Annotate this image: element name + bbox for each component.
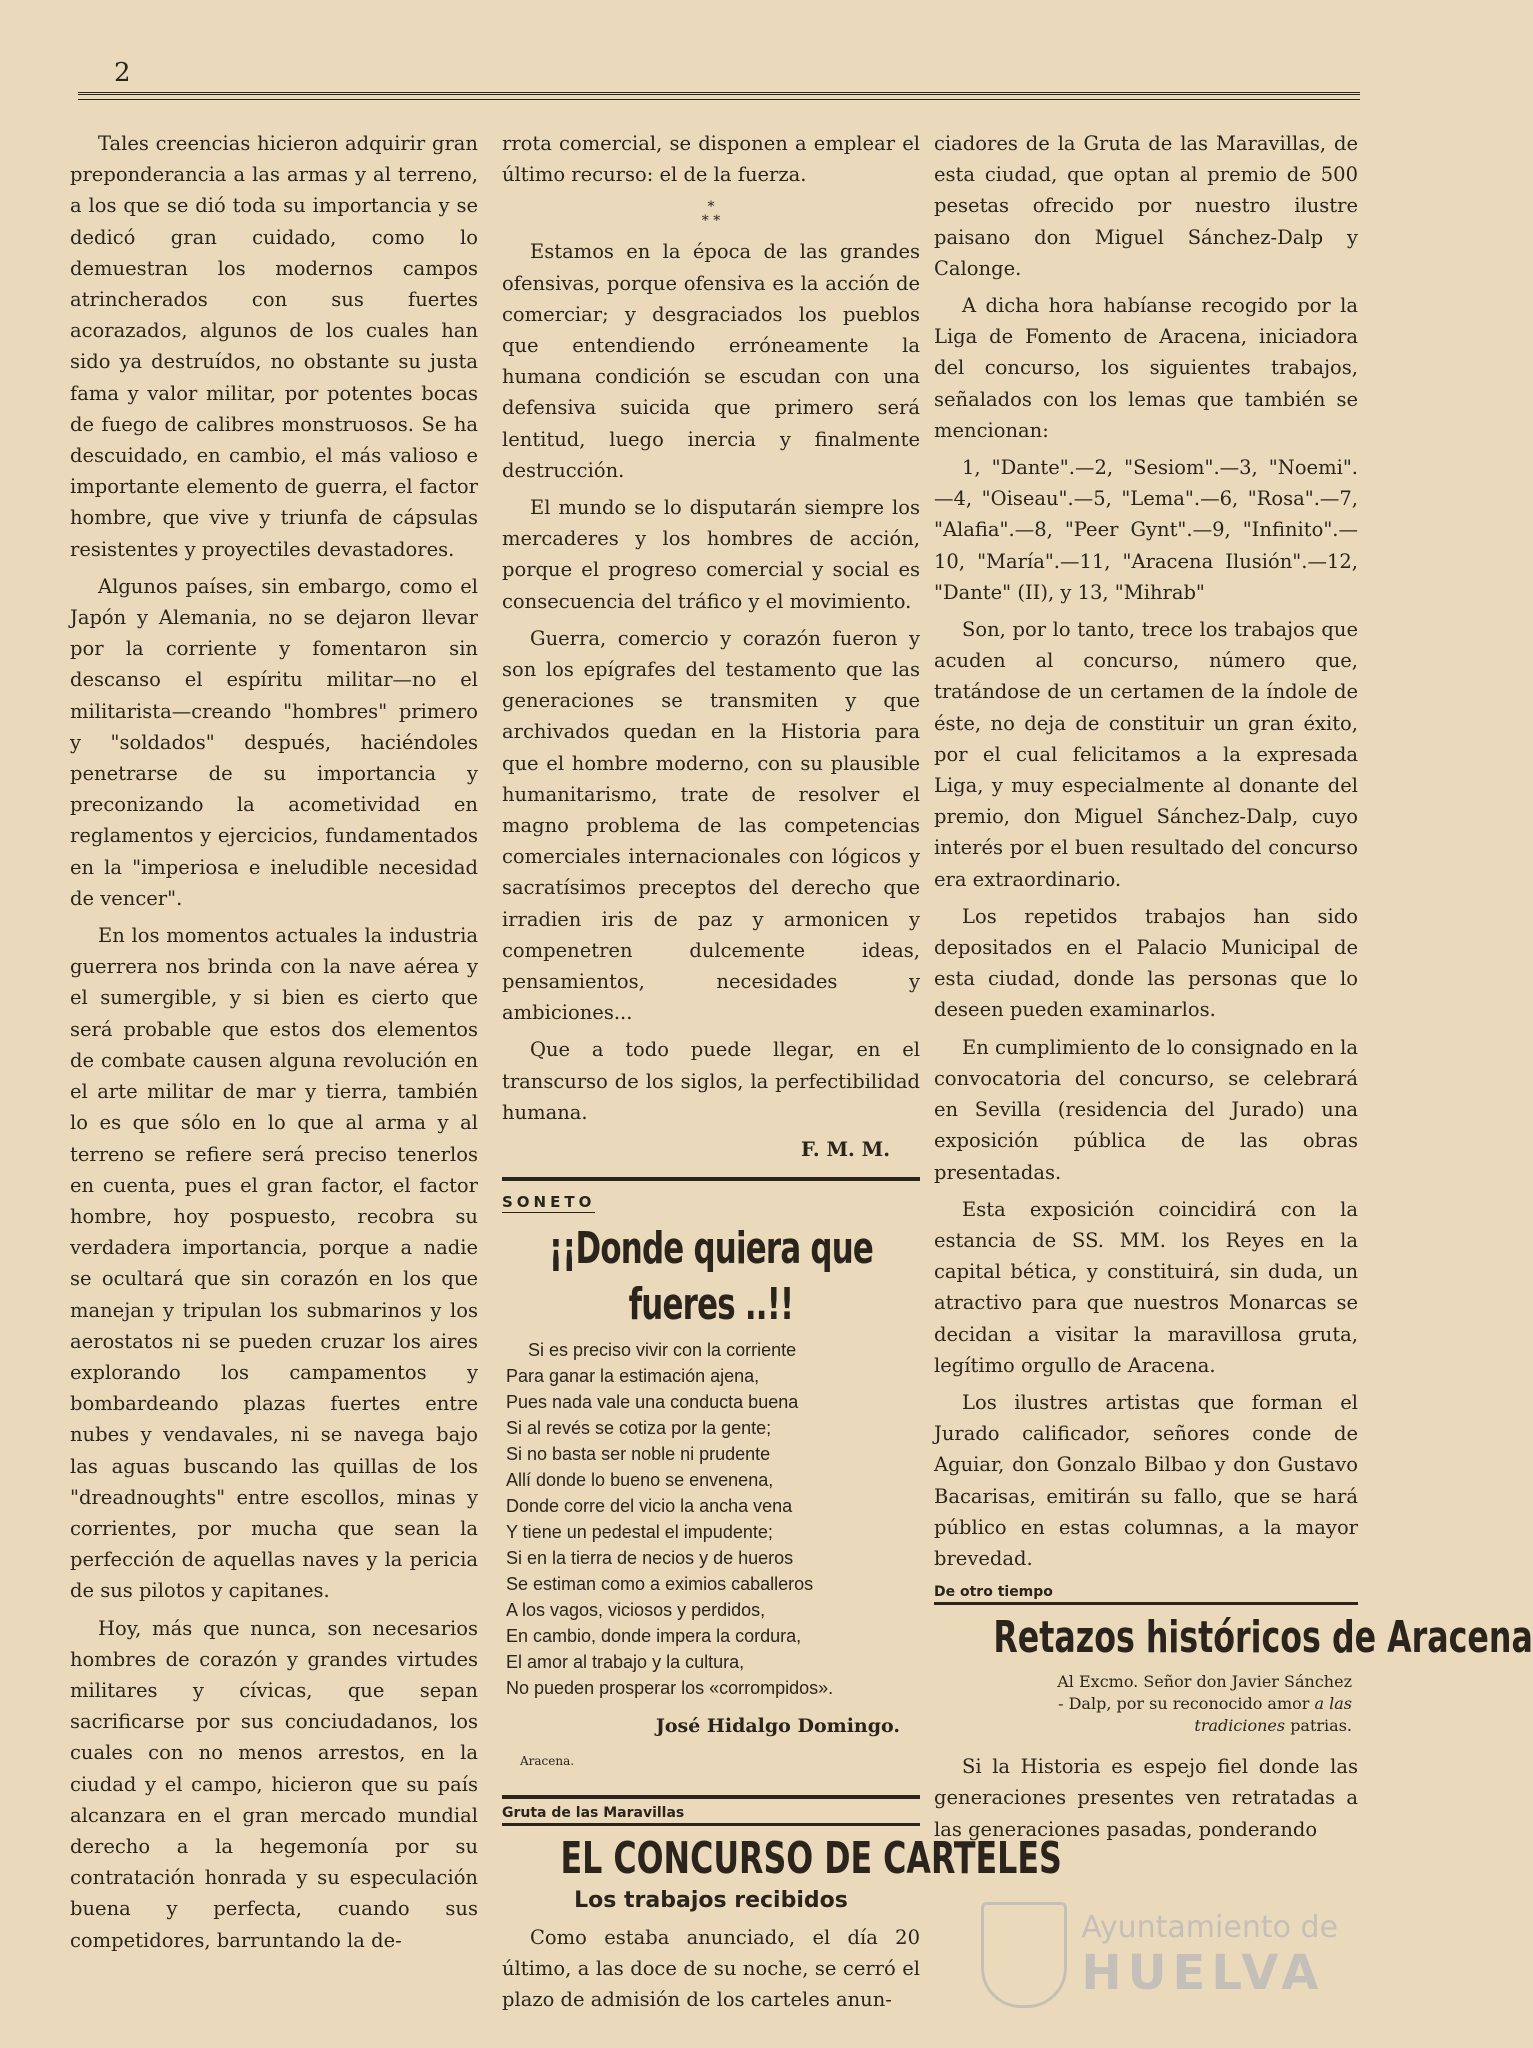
dedication-italic: a las tradiciones: [1194, 1694, 1352, 1736]
retazos-section-label: De otro tiempo: [934, 1582, 1358, 1605]
verse: Allí donde lo bueno se envenena,: [506, 1469, 774, 1490]
paragraph: Los repetidos trabajos han sido depositados en el Palacio Municipal de esta ciudad, donde las personas que lo deseen pueden examinarlos.: [934, 904, 1358, 1022]
paragraph: rrota comercial, se disponen a emplear el último recurso: el de la fuerza.: [502, 132, 920, 187]
concurso-title: EL CONCURSO DE CARTELES: [560, 1832, 1062, 1884]
verse: Se estiman como a eximios caballeros: [506, 1573, 814, 1594]
verse: Para ganar la estimación ajena,: [506, 1365, 760, 1386]
dedication-line: Al Excmo. Señor don Javier Sánchez - Dalp,: [1057, 1672, 1352, 1714]
section-rule: [502, 1795, 920, 1799]
lemas-list: 1, "Dante".—2, "Sesiom".—3, "Noemi".—4, "Oiseau".—5, "Lema".—6, "Rosa".—7, "Alafia".—8, "Peer Gynt".—9, "Infinito".—10, "María".—11, "Aracena Ilusión".—12, "Dante" (II), y 13, "Mihrab": [934, 456, 1358, 604]
verse: Si al revés se cotiza por la gente;: [506, 1417, 772, 1438]
verse: No pueden prosperar los «corrompidos».: [506, 1677, 834, 1698]
asterism-bottom: * *: [701, 213, 721, 230]
paragraph: Si la Historia es espejo fiel donde las generaciones presentes ven retratadas a las generaciones pasadas, ponderando: [934, 1755, 1358, 1841]
concurso-subtitle: Los trabajos recibidos: [574, 1887, 848, 1913]
paragraph: En los momentos actuales la industria guerrera nos brinda con la nave aérea y el sumergible, y si bien es cierto que será probable que estos dos elementos de combate causen alguna revolución en el arte militar de mar y tierra, también lo es que sólo en lo que al arma y al terreno se refiere será preciso tenerlos en cuenta, pues el gran factor, el factor hombre, hoy pospuesto, recobra su verdadera importancia, porque a nadie se ocultará que sin corazón en los que manejan y tripulan los submarinos y los aerostatos ni se pueden cruzar los aires explorando los campamentos y bombardeando plazas fuertes entre nubes y vendavales, ni se navega bajo las aguas buscando las quillas de los "dreadnoughts" entre escollos, minas y corrientes, por mucha que sean la perfección de aquellas naves y la pericia de sus pilotos y capitanes.: [70, 924, 478, 1603]
paragraph: Son, por lo tanto, trece los trabajos que acuden al concurso, número que, tratándose de un certamen de la índole de éste, no deja de constituir un gran éxito, por el cual felicitamos a la expresada Liga, y muy especialmente al donante del premio, don Miguel Sánchez-Dalp, cuyo interés por el buen resultado del concurso era extraordinario.: [934, 618, 1358, 891]
coat-of-arms-icon: [981, 1902, 1067, 2008]
paragraph: Tales creencias hicieron adquirir gran preponderancia a las armas y al terreno, a los que se dió toda su importancia y se dedicó gran cuidado, como lo demuestran los modernos campos atrincherados con sus fuertes acorazados, algunos de los cuales han sido ya destruídos, no obstante su justa fama y valor militar, por potentes bocas de fuego de calibres monstruosos. Se ha descuidado, en cambio, el más valioso e importante elemento de guerra, el factor hombre, que vive y triunfa de cápsulas resistentes y proyectiles devastadores.: [70, 132, 478, 561]
paragraph: Esta exposición coincidirá con la estancia de SS. MM. los Reyes en la capital bética, y constituirá, sin duda, un atractivo para que nuestros Monarcas se decidan a visitar la maravillosa gruta, legítimo orgullo de Aracena.: [934, 1197, 1358, 1377]
dedication-line: patrias.: [1290, 1716, 1352, 1736]
verse: Donde corre del vicio la ancha vena: [506, 1495, 793, 1516]
verse: A los vagos, viciosos y perdidos,: [506, 1599, 766, 1620]
article-signature: F. M. M.: [801, 1138, 890, 1162]
paragraph: Guerra, comercio y corazón fueron y son los epígrafes del testamento que las generaciones se transmiten y que archivados quedan en la Historia para que el hombre moderno, con su plausible humanitarismo, trate de resolver el magno problema de las competencias comerciales internacionales con lógicos y sacratísimos preceptos del derecho que irradien iris de paz y armonicen y compenetren dulcemente ideas, pensamientos, necesidades y ambiciones...: [502, 626, 920, 1025]
page-number: 2: [114, 58, 131, 88]
sonnet-place: Aracena.: [520, 1753, 575, 1768]
retazos-dedication: [1054, 1671, 1352, 1737]
sonnet-title: ¡¡Donde quiera que fueres ..!!: [548, 1222, 874, 1330]
verse: Si en la tierra de necios y de hueros: [506, 1547, 794, 1568]
sonnet-verses: [506, 1337, 920, 1701]
paragraph: Algunos países, sin embargo, como el Japón y Alemania, no se dejaron llevar por la corriente y fomentaron sin descanso el espíritu militar—no el militarista—creando "hombres" primero y "soldados" después, haciéndoles penetrarse de su importancia y preconizando la acometividad en reglamentos y ejercicios, fundamentados en la "imperiosa e ineludible necesidad de vencer".: [70, 574, 478, 910]
sonnet-tag: SONETO: [502, 1193, 596, 1212]
paragraph: El mundo se lo disputarán siempre los mercaderes y los hombres de acción, porque el progreso comercial y social es consecuencia del tráfico y el movimiento.: [502, 496, 920, 613]
verse: Si es preciso vivir con la corriente: [528, 1339, 797, 1360]
sonnet-author: José Hidalgo Domingo.: [655, 1714, 900, 1737]
paragraph: En cumplimiento de lo consignado en la convocatoria del concurso, se celebrará en Sevilla (residencia del Jurado) una exposición pública de las obras presentadas.: [934, 1035, 1358, 1184]
paragraph: ciadores de la Gruta de las Maravillas, de esta ciudad, que optan al premio de 500 pesetas ofrecido por nuestro ilustre paisano don Miguel Sánchez-Dalp y Calonge.: [934, 132, 1358, 280]
archive-watermark: [981, 1902, 1338, 2008]
top-rule: [78, 92, 1360, 100]
asterism-top: *: [707, 199, 715, 216]
retazos-title: Retazos históricos de Aracena: [993, 1612, 1533, 1664]
verse: Y tiene un pedestal el impudente;: [506, 1521, 773, 1542]
paragraph: Que a todo puede llegar, en el transcurso de los siglos, la perfectibilidad humana.: [502, 1038, 920, 1124]
verse: El amor al trabajo y la cultura,: [506, 1651, 745, 1672]
paragraph: Los ilustres artistas que forman el Jurado calificador, señores conde de Aguiar, don Gonzalo Bilbao y don Gustavo Bacarisas, emitirán su fallo, que se hará público en estas columnas, a la mayor brevedad.: [934, 1390, 1358, 1570]
section-rule: [502, 1177, 920, 1181]
verse: Si no basta ser noble ni prudente: [506, 1443, 771, 1464]
concurso-section-label: Gruta de las Maravillas: [502, 1803, 920, 1826]
paragraph: Como estaba anunciado, el día 20 último, a las doce de su noche, se cerró el plazo de admisión de los carteles anun-: [502, 1925, 920, 2012]
paragraph: Hoy, más que nunca, son necesarios hombres de corazón y grandes virtudes militares y cívicas, que sepan sacrificarse por sus conciudadanos, los cuales con no menos arrestos, en la ciudad y el campo, hicieron que su país alcanzara en el gran mercado mundial derecho a la hegemonía por su contratación honrada y su especulación buena y perfecta, cuando sus competidores, barruntando la de-: [70, 1616, 478, 1952]
watermark-line2: HUELVA: [1081, 1944, 1325, 2001]
asterism-separator: [502, 200, 920, 228]
paragraph: Estamos en la época de las grandes ofensivas, porque ofensiva es la acción de comerciar; y desgraciados los pueblos que entendiendo erróneamente la humana condición se escudan con una defensiva suicida que primero será lentitud, luego inercia y finalmente destrucción.: [502, 240, 920, 482]
dedication-line: por su reconocido amor: [1116, 1694, 1310, 1714]
watermark-line1: Ayuntamiento de: [1081, 1909, 1338, 1945]
column-3: [934, 128, 1533, 1851]
column-1: [70, 128, 478, 1962]
verse: Pues nada vale una conducta buena: [506, 1391, 799, 1412]
verse: En cambio, donde impera la cordura,: [506, 1625, 802, 1646]
paragraph: A dicha hora habíanse recogido por la Liga de Fomento de Aracena, iniciadora del concurso, los siguientes trabajos, señalados con los lemas que también se mencionan:: [934, 294, 1358, 442]
